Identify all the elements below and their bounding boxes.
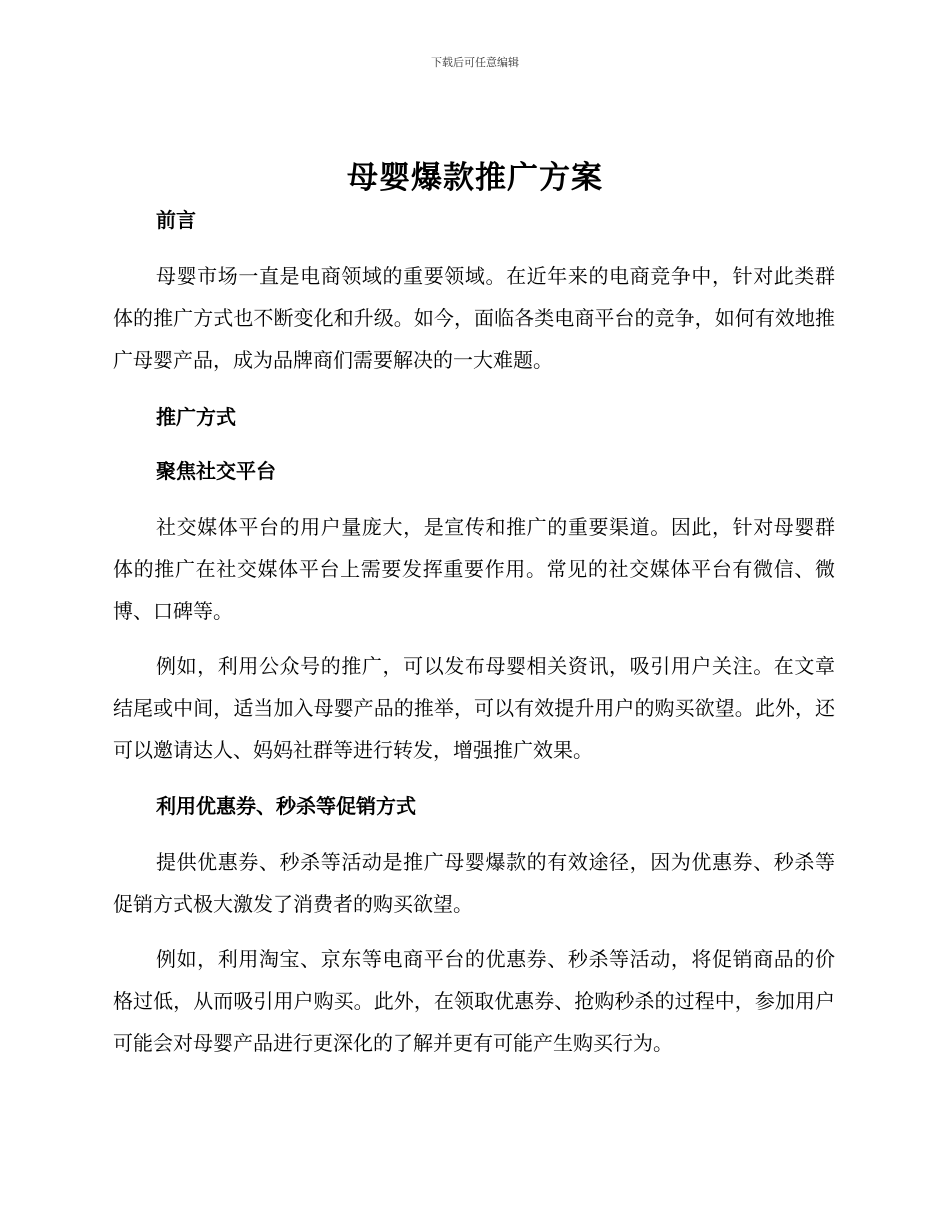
paragraph-ecommerce-examples: 例如，利用淘宝、京东等电商平台的优惠券、秒杀等活动，将促销商品的价格过低，从而吸引用户购买。此外，在领取优惠券、抢购秒杀的过程中，参加用户可能会对母婴产品进行更深化的了解并更有可能产生购买行为。 [113,947,835,1055]
paragraph-social-platforms: 社交媒体平台的用户量庞大，是宣传和推广的重要渠道。因此，针对母婴群体的推广在社交媒体平台上需要发挥重要作用。常见的社交媒体平台有微信、微博、口碑等。 [113,515,835,623]
page-header-note: 下载后可任意编辑 [431,56,519,69]
heading-promotion-methods: 推广方式 [156,405,236,429]
paragraph-preface: 母婴市场一直是电商领域的重要领域。在近年来的电商竞争中，针对此类群体的推广方式也不断变化和升级。如今，面临各类电商平台的竞争，如何有效地推广母婴产品，成为品牌商们需要解决的一大难题。 [113,264,835,372]
paragraph-coupons: 提供优惠券、秒杀等活动是推广母婴爆款的有效途径，因为优惠券、秒杀等促销方式极大激发了消费者的购买欲望。 [113,850,835,916]
heading-preface: 前言 [156,208,196,232]
document-body [113,205,835,1064]
heading-social-platforms: 聚焦社交平台 [156,459,276,483]
paragraph-official-account: 例如，利用公众号的推广，可以发布母婴相关资讯，吸引用户关注。在文章结尾或中间，适当加入母婴产品的推举，可以有效提升用户的购买欲望。此外，还可以邀请达人、妈妈社群等进行转发，增强推广效果。 [113,654,835,762]
heading-coupons-flash-sales: 利用优惠券、秒杀等促销方式 [156,794,416,818]
document-title: 母婴爆款推广方案 [347,160,603,196]
